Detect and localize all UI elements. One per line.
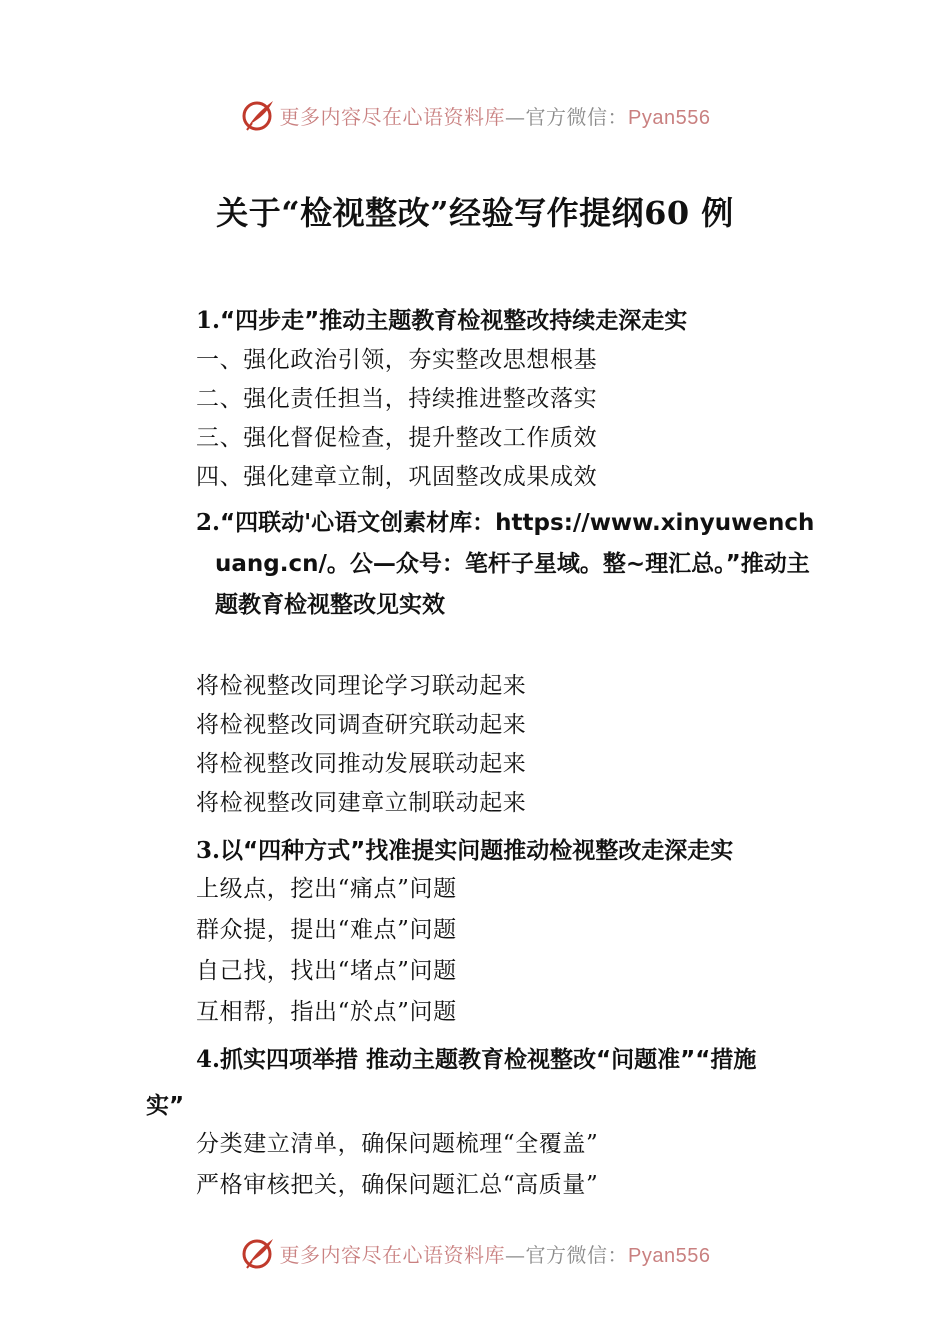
section-2-item: 将检视整改同理论学习联动起来 (196, 673, 527, 699)
watermark-text: 更多内容尽在心语资料库—官方微信：Pyan556 (279, 104, 711, 129)
section-3-item: 上级点，挖出“痛点”问题 (196, 876, 457, 902)
watermark-header (0, 95, 950, 135)
quill-logo-icon (240, 97, 276, 133)
section-3-heading: 3.以“四种方式”找准提实问题推动检视整改走深走实 (196, 837, 734, 864)
section-2-item: 将检视整改同调查研究联动起来 (196, 712, 527, 738)
quill-logo-icon (240, 1235, 276, 1271)
section-2-heading: 2.“四联动'心语文创素材库：https://www.xinyuwenchuang.cn/。公—众号：笔杆子星域。整~理汇总。”推动主题教育检视整改见实效 (196, 509, 815, 618)
section-1-heading: 1.“四步走”推动主题教育检视整改持续走深走实 (196, 307, 688, 334)
section-1-item: 四、强化建章立制，巩固整改成果成效 (196, 464, 598, 490)
watermark-footer (0, 1233, 950, 1273)
section-1-item: 一、强化政治引领，夯实整改思想根基 (196, 347, 598, 373)
section-3-item: 自己找，找出“堵点”问题 (196, 958, 457, 984)
section-4-item: 分类建立清单，确保问题梳理“全覆盖” (196, 1131, 599, 1157)
section-1-item: 三、强化督促检查，提升整改工作质效 (196, 425, 598, 451)
section-3-item: 互相帮，指出“於点”问题 (196, 999, 457, 1025)
watermark-text: 更多内容尽在心语资料库—官方微信：Pyan556 (279, 1242, 711, 1267)
section-4-item: 严格审核把关，确保问题汇总“高质量” (196, 1172, 599, 1198)
section-2-item: 将检视整改同建章立制联动起来 (196, 790, 527, 816)
section-1-item: 二、强化责任担当，持续推进整改落实 (196, 386, 598, 412)
section-2-item: 将检视整改同推动发展联动起来 (196, 751, 527, 777)
section-3-item: 群众提，提出“难点”问题 (196, 917, 457, 943)
section-4-heading-continued: 实” (146, 1093, 185, 1119)
document-title: 关于“检视整改”经验写作提纲60 例 (216, 194, 734, 232)
section-4-heading: 4.抓实四项举措 推动主题教育检视整改“问题准”“措施 (196, 1046, 757, 1073)
